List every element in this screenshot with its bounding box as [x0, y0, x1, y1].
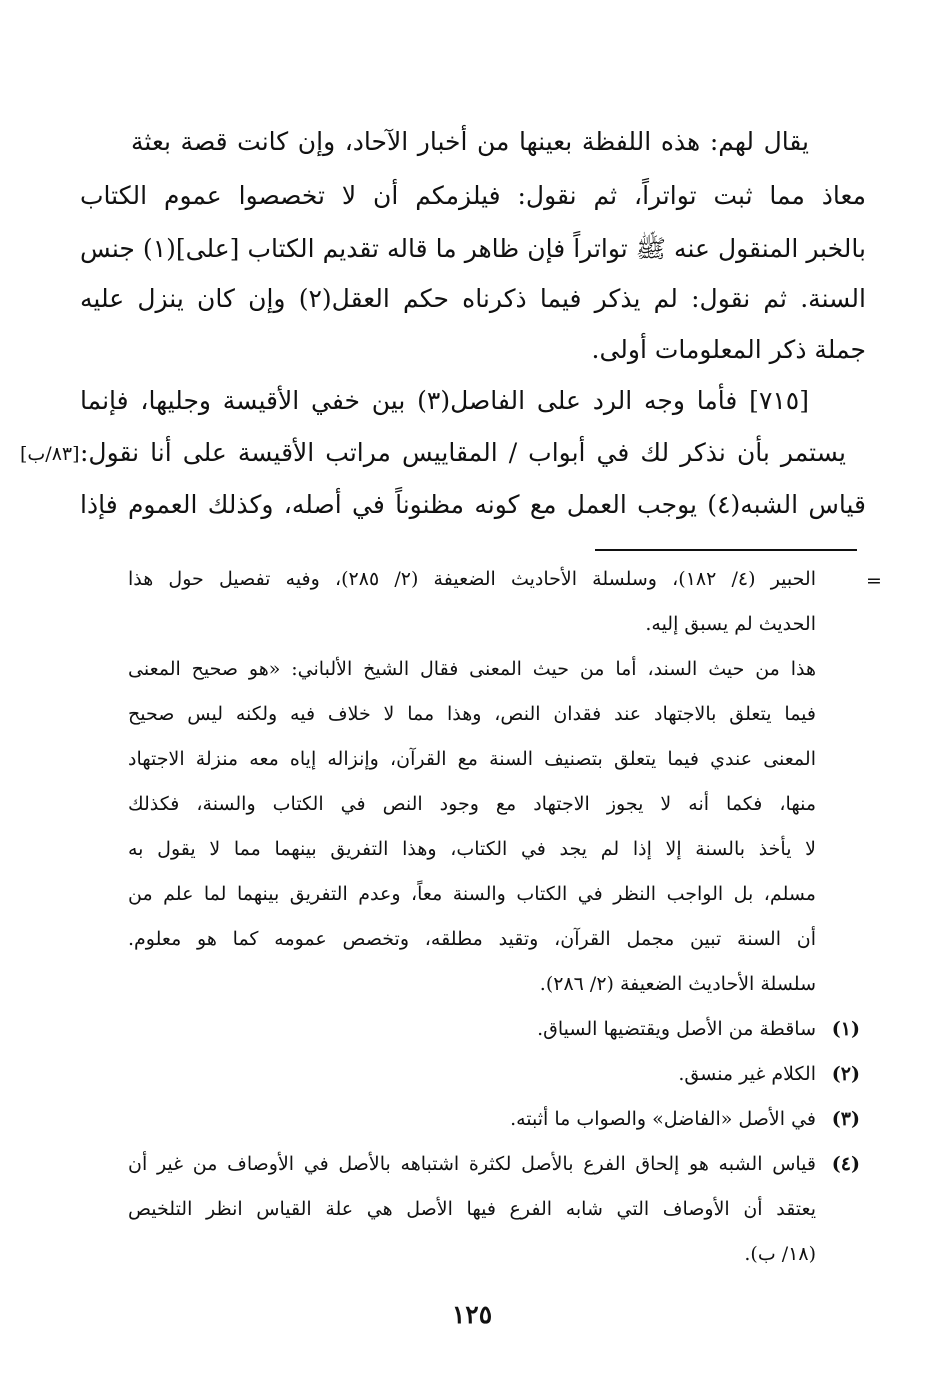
commentary-line: الحديث لم يسبق إليه.	[645, 613, 816, 635]
footnote-text: في الأصل «الفاضل» والصواب ما أثبته.	[510, 1108, 816, 1130]
commentary-line: لا يأخذ بالسنة إلا إذا لم يجد في الكتاب، وهذا التفريق بينهما مما لا يقول به	[128, 838, 816, 860]
footnote-text: (١٨/ ب).	[744, 1243, 816, 1265]
body-line-5: جملة ذكر المعلومات أولى.	[591, 335, 866, 364]
commentary-line: المعنى عندي فيما يتعلق بتصنيف السنة مع القرآن، وإنزاله إياه معه منزلة الاجتهاد	[128, 748, 816, 770]
footnote-text: يعتقد أن الأوصاف التي شابه الفرع فيها الأصل هي علة القياس انظر التلخيص	[128, 1198, 816, 1220]
footnote-text: ساقطة من الأصل ويقتضيها السياق.	[537, 1018, 816, 1040]
margin-folio-reference: [٨٣/ب]	[20, 443, 80, 465]
footnote-separator	[595, 549, 857, 551]
footnote-number: (٢)	[831, 1063, 860, 1085]
body-line-6: [٧١٥] فأما وجه الرد على الفاصل(٣) بين خفي الأقيسة وجليها، فإنما	[80, 386, 809, 415]
commentary-line: منها، فكما أنه لا يجوز الاجتهاد مع وجود النص في الكتاب والسنة، فكذلك	[128, 793, 816, 815]
commentary-line: هذا من حيث السند، أما من حيث المعنى فقال الشيخ الألباني: «هو صحيح المعنى	[128, 658, 816, 680]
body-line-2: معاذ مما ثبت تواتراً، ثم نقول: فيلزمكم أن لا تخصصوا عموم الكتاب	[80, 181, 866, 210]
body-line-4: السنة. ثم نقول: لم يذكر فيما ذكرناه حكم العقل(٢) وإن كان ينزل عليه	[80, 284, 866, 313]
commentary-line: مسلم، بل الواجب النظر في الكتاب والسنة معاً، وعدم التفريق بينهما لما علم من	[128, 883, 816, 905]
footnote-number: (١)	[831, 1018, 860, 1040]
page-number: ١٢٥	[451, 1300, 493, 1329]
commentary-line: أن السنة تبين مجمل القرآن، وتقيد مطلقه، وتخصص عمومه كما هو معلوم.	[128, 928, 816, 950]
footnote-number: (٣)	[831, 1108, 860, 1130]
footnote-text: الكلام غير منسق.	[678, 1063, 816, 1085]
footnote-text: قياس الشبه هو إلحاق الفرع بالأصل لكثرة اشتباهه بالأصل في الأوصاف من غير أن	[128, 1153, 816, 1175]
continuation-mark: =	[866, 570, 882, 592]
footnote-number: (٤)	[831, 1153, 860, 1175]
body-line-8: قياس الشبه(٤) يوجب العمل مع كونه مظنوناً في أصله، وكذلك العموم فإذا	[80, 490, 866, 519]
body-line-1: يقال لهم: هذه اللفظة بعينها من أخبار الآحاد، وإن كانت قصة بعثة	[131, 127, 809, 156]
commentary-line: سلسلة الأحاديث الضعيفة (٢/ ٢٨٦).	[539, 973, 816, 995]
commentary-line: الحبير (٤/ ١٨٢)، وسلسلة الأحاديث الضعيفة (٢/ ٢٨٥)، وفيه تفصيل حول هذا	[128, 568, 816, 590]
body-line-7: يستمر بأن نذكر لك في أبواب / المقاييس مراتب الأقيسة على أنا نقول:	[80, 438, 846, 467]
commentary-line: فيما يتعلق بالاجتهاد عند فقدان النص، وهذا مما لا خلاف فيه ولكنه ليس صحيح	[128, 703, 816, 725]
body-line-3: بالخبر المنقول عنه ﷺ تواتراً فإن ظاهر ما قاله تقديم الكتاب [على](١) جنس	[80, 234, 866, 263]
